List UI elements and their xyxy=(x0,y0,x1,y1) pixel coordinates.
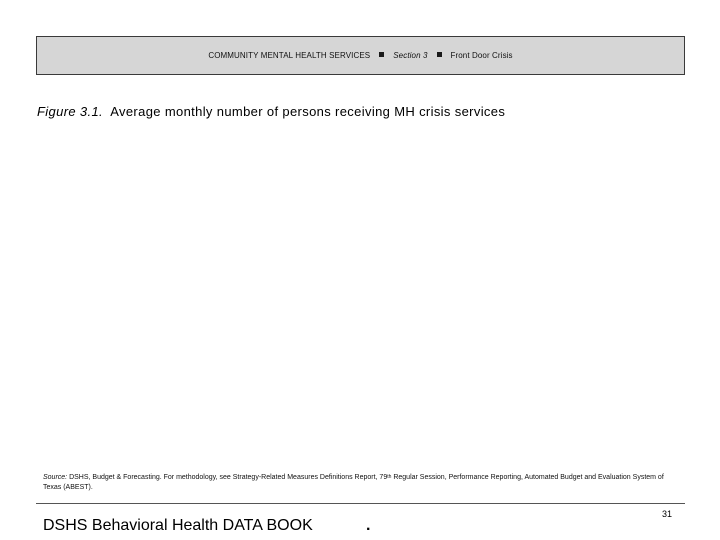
square-bullet-icon xyxy=(437,52,442,57)
source-label: Source: xyxy=(43,474,68,481)
source-superscript: th xyxy=(387,474,392,480)
page-number: 31 xyxy=(662,509,673,519)
figure-number: Figure 3.1. xyxy=(37,104,103,119)
footer-book-title: DSHS Behavioral Health DATA BOOK xyxy=(43,517,313,534)
source-note xyxy=(43,473,683,493)
figure-caption: Average monthly number of persons receiving MH crisis services xyxy=(110,104,506,119)
header-section-label: Section 3 xyxy=(393,51,428,60)
source-text-part1: DSHS, Budget & Forecasting. For methodology, see Strategy-Related Measures Definitions Report, 79 xyxy=(69,474,388,481)
footer-divider xyxy=(36,503,685,504)
square-bullet-icon xyxy=(379,52,384,57)
figure-title xyxy=(37,104,505,119)
section-header-banner xyxy=(36,36,685,75)
header-program-label: COMMUNITY MENTAL HEALTH SERVICES xyxy=(208,51,371,60)
footer-trailing-mark: . xyxy=(366,517,371,534)
header-topic-label: Front Door Crisis xyxy=(450,51,513,60)
source-text-part2: Regular Session, Performance Reporting, Automated Budget and Evaluation System of Texas (ABEST). xyxy=(43,474,664,491)
